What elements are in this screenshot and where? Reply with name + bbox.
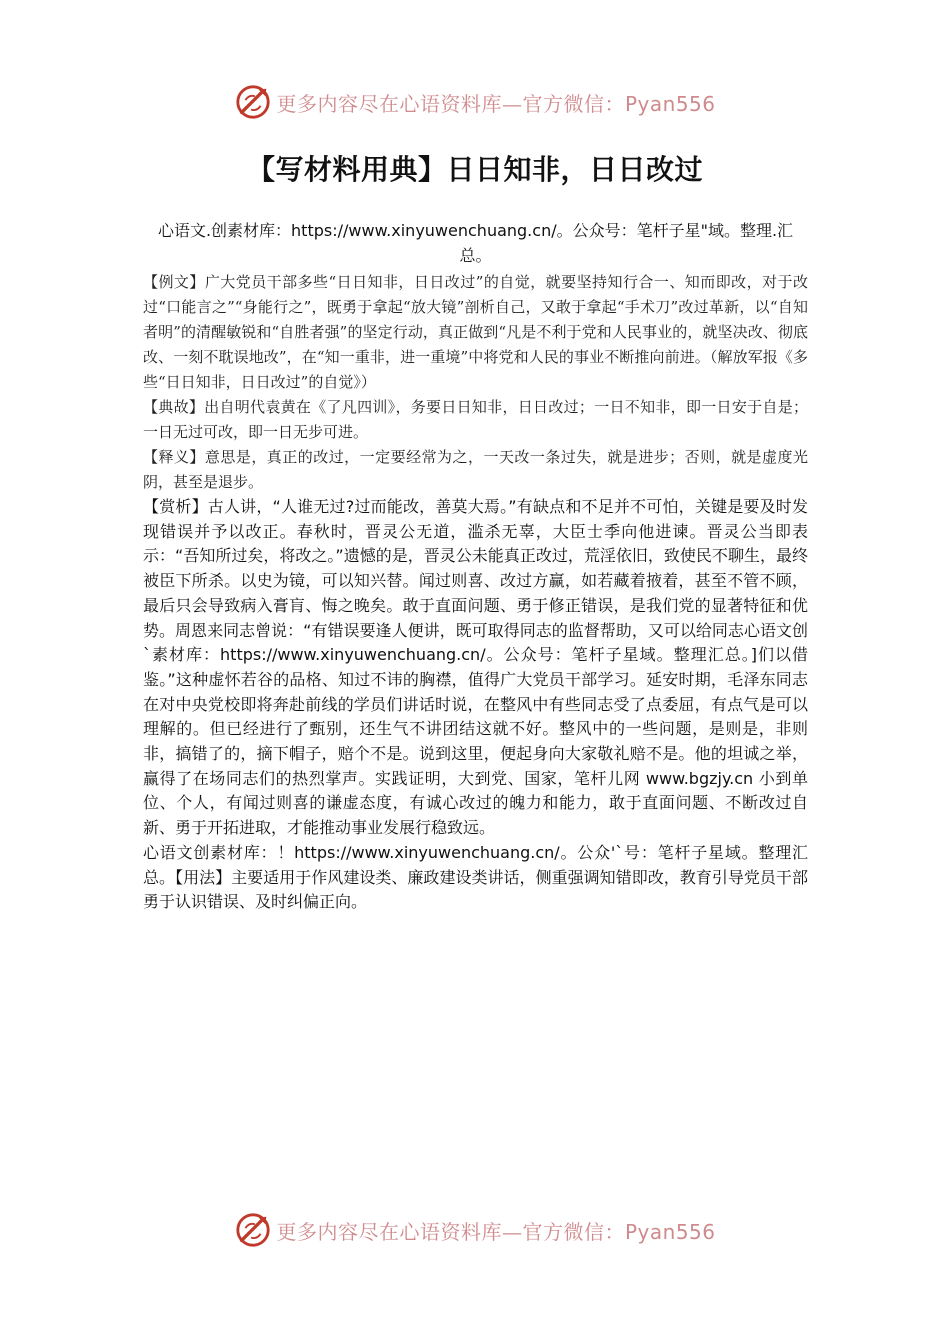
meaning-tag: 【释义】 bbox=[143, 448, 205, 466]
example-paragraph bbox=[143, 270, 808, 395]
analysis-tag: 【赏析】 bbox=[143, 497, 208, 516]
origin-text: 出自明代袁黄在《了凡四训》，务要日日知非，日日改过；一日不知非，即一日安于自是；一日无过可改，即一日无步可进。 bbox=[143, 398, 808, 441]
analysis-paragraph bbox=[143, 495, 808, 841]
xinyu-logo-icon bbox=[234, 1211, 272, 1249]
example-text: 广大党员干部多些“日日知非，日日改过”的自觉，就要坚持知行合一、知而即改，对于改过“口能言之”“身能行之”，既勇于拿起“放大镜”剖析自己，又敢于拿起“手术刀”改过革新，以“自知者明”的清醒敏锐和“自胜者强”的坚定行动，真正做到“凡是不利于党和人民事业的，就坚决改、彻底改、一刻不耽误地改”，在“知一重非，进一重境”中将党和人民的事业不断推向前进。（解放军报《多些“日日知非，日日改过”的自觉》） bbox=[143, 273, 808, 391]
source-line: 心语文.创素材库：https://www.xinyuwenchuang.cn/。公众号：笔杆子星"域。整理.汇总。 bbox=[157, 221, 794, 265]
example-tag: 【例文】 bbox=[143, 273, 205, 291]
xinyu-logo-icon bbox=[234, 83, 272, 121]
footer-banner bbox=[0, 1208, 950, 1252]
header-banner-text: 更多内容尽在心语资料库—官方微信： bbox=[276, 91, 625, 116]
closing-lead: 心语文创素材库：！https://www.xinyuwenchuang.cn/。公众'`号：笔杆子星域。整理汇总。 bbox=[143, 842, 808, 887]
origin-tag: 【典故】 bbox=[143, 398, 205, 416]
article-body bbox=[143, 218, 808, 915]
meaning-paragraph bbox=[143, 445, 808, 495]
usage-tag: 【用法】 bbox=[175, 867, 232, 887]
meaning-text: 意思是，真正的改过，一定要经常为之，一天改一条过失，就是进步；否则，就是虚度光阴，甚至是退步。 bbox=[143, 448, 808, 491]
page-title: 【写材料用典】日日知非，日日改过 bbox=[246, 153, 703, 186]
footer-banner-text: 更多内容尽在心语资料库—官方微信： bbox=[276, 1219, 625, 1244]
header-banner-account: Pyan556 bbox=[624, 91, 716, 116]
analysis-text: 古人讲，“人谁无过?过而能改，善莫大焉。”有缺点和不足并不可怕，关键是要及时发现错误并予以改正。春秋时，晋灵公无道，滥杀无辜，大臣士季向他进谏。晋灵公当即表示：“吾知所过矣，将改之。”遗憾的是，晋灵公未能真正改过，荒淫依旧，致使民不聊生，最终被臣下所杀。以史为镜，可以知兴替。闻过则喜、改过方赢，如若藏着掖着，甚至不管不顾，最后只会导致病入膏肓、悔之晚矣。敢于直面问题、勇于修正错误，是我们党的显著特征和优势。周恩来同志曾说：“有错误要逢人便讲，既可取得同志的监督帮助，又可以给同志心语文创`素材库：https://www.xinyuwenchuang.cn/。公众号：笔杆子星域。整理汇总。]们以借鉴。”这种虚怀若谷的品格、知过不讳的胸襟，值得广大党员干部学习。延安时期，毛泽东同志在对中央党校即将奔赴前线的学员们讲话时说，在整风中有些同志受了点委屈，有点气是可以理解的。但已经进行了甄别，还生气不讲团结这就不好。整风中的一些问题，是则是，非则非，搞错了的，摘下帽子，赔个不是。说到这里，便起身向大家敬礼赔不是。他的坦诚之举，赢得了在场同志们的热烈掌声。实践证明，大到党、国家，笔杆儿网 www.bgzjy.cn 小到单位、个人，有闻过则喜的谦虚态度，有诚心改过的魄力和能力，敢于直面问题、不断改过自新、勇于开拓进取，才能推动事业发展行稳致远。 bbox=[143, 497, 808, 838]
header-banner bbox=[0, 80, 950, 124]
usage-text: 主要适用于作风建设类、廉政建设类讲话，侧重强调知错即改，教育引导党员干部勇于认识错误、及时纠偏正向。 bbox=[143, 867, 808, 912]
footer-banner-account: Pyan556 bbox=[624, 1219, 716, 1244]
closing-paragraph bbox=[143, 841, 808, 915]
origin-paragraph bbox=[143, 395, 808, 445]
